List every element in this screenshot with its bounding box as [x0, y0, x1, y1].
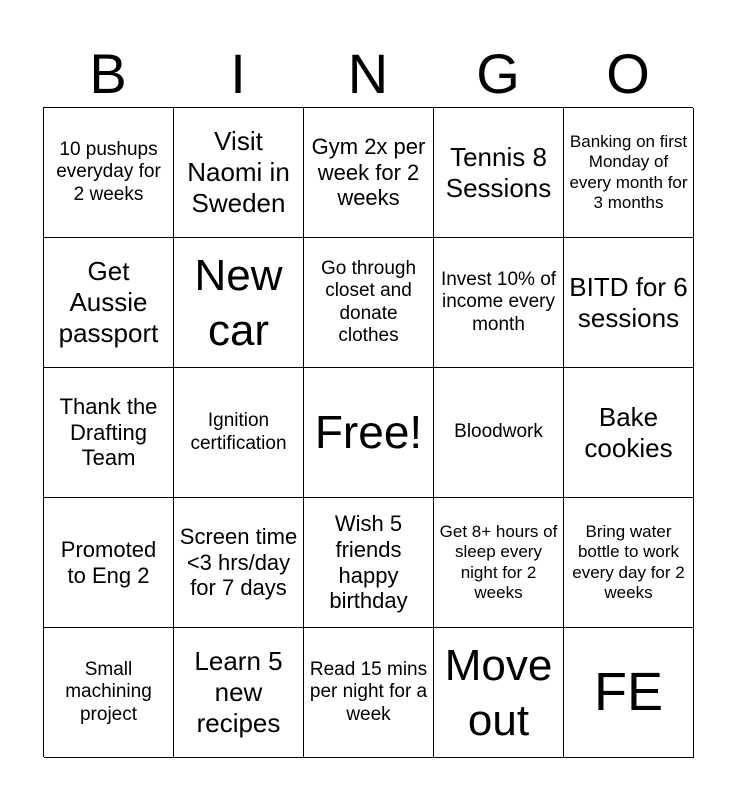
bingo-cell-text: Free!	[314, 406, 423, 459]
bingo-cell-text: Screen time <3 hrs/day for 7 days	[179, 523, 298, 601]
bingo-cell-text: Promoted to Eng 2	[60, 536, 157, 588]
bingo-cell-text: Bring water bottle to work every day for 2 weeks	[572, 522, 685, 602]
bingo-header	[43, 42, 693, 106]
bingo-cell-text: Read 15 mins per night for a week	[309, 658, 428, 725]
bingo-cell-text: Bake cookies	[584, 401, 673, 463]
bingo-cell[interactable]	[174, 498, 304, 628]
bingo-cell[interactable]	[304, 498, 434, 628]
bingo-cell-text: Visit Naomi in Sweden	[187, 126, 290, 218]
bingo-cell[interactable]	[564, 238, 694, 368]
header-letter-g: G	[476, 42, 520, 105]
bingo-cell-text: Gym 2x per week for 2 weeks	[311, 133, 426, 211]
bingo-cell[interactable]	[434, 498, 564, 628]
bingo-cell-text: Get Aussie passport	[58, 256, 159, 348]
bingo-cell-text: Bloodwork	[454, 421, 543, 443]
bingo-cell[interactable]	[174, 628, 304, 758]
bingo-cell[interactable]	[564, 628, 694, 758]
bingo-cell[interactable]	[304, 628, 434, 758]
bingo-cell-text: New car	[194, 250, 283, 355]
bingo-cell-text: Ignition certification	[190, 410, 287, 454]
bingo-cell-text: 10 pushups everyday for 2 weeks	[56, 138, 161, 205]
bingo-cell[interactable]	[564, 368, 694, 498]
bingo-cell-text: Tennis 8 Sessions	[445, 141, 552, 203]
bingo-cell-text: Thank the Drafting Team	[59, 393, 158, 471]
bingo-cell-text: FE	[593, 661, 663, 722]
bingo-cell[interactable]	[434, 368, 564, 498]
bingo-cell[interactable]	[174, 368, 304, 498]
bingo-cell[interactable]	[44, 368, 174, 498]
bingo-cell-text: Go through closet and donate clothes	[320, 257, 417, 346]
bingo-cell[interactable]	[564, 108, 694, 238]
bingo-cell-text: Move out	[444, 640, 553, 745]
bingo-cell[interactable]	[564, 498, 694, 628]
header-letter-n: N	[347, 42, 389, 105]
bingo-cell[interactable]	[174, 238, 304, 368]
bingo-cell[interactable]	[434, 238, 564, 368]
bingo-cell[interactable]	[304, 108, 434, 238]
bingo-cell[interactable]	[44, 238, 174, 368]
bingo-cell[interactable]	[44, 108, 174, 238]
bingo-cell-text: BITD for 6 sessions	[569, 271, 688, 333]
bingo-cell-text: Wish 5 friends happy birthday	[329, 510, 408, 614]
header-letter-b: B	[89, 42, 127, 105]
bingo-cell[interactable]	[174, 108, 304, 238]
bingo-cell[interactable]	[434, 628, 564, 758]
bingo-cell[interactable]	[434, 108, 564, 238]
bingo-cell-text: Learn 5 new recipes	[194, 646, 283, 738]
bingo-board	[43, 107, 693, 757]
header-letter-i: I	[230, 42, 246, 105]
bingo-cell-text: Small machining project	[65, 658, 152, 725]
bingo-cell-free-space[interactable]	[304, 368, 434, 498]
bingo-cell[interactable]	[304, 238, 434, 368]
bingo-cell-text: Banking on first Monday of every month for 3 months	[569, 132, 688, 212]
bingo-cell[interactable]	[44, 628, 174, 758]
header-letter-o: O	[606, 42, 650, 105]
bingo-cell-text: Get 8+ hours of sleep every night for 2 weeks	[439, 522, 558, 602]
bingo-cell-text: Invest 10% of income every month	[440, 268, 557, 335]
bingo-cell[interactable]	[44, 498, 174, 628]
